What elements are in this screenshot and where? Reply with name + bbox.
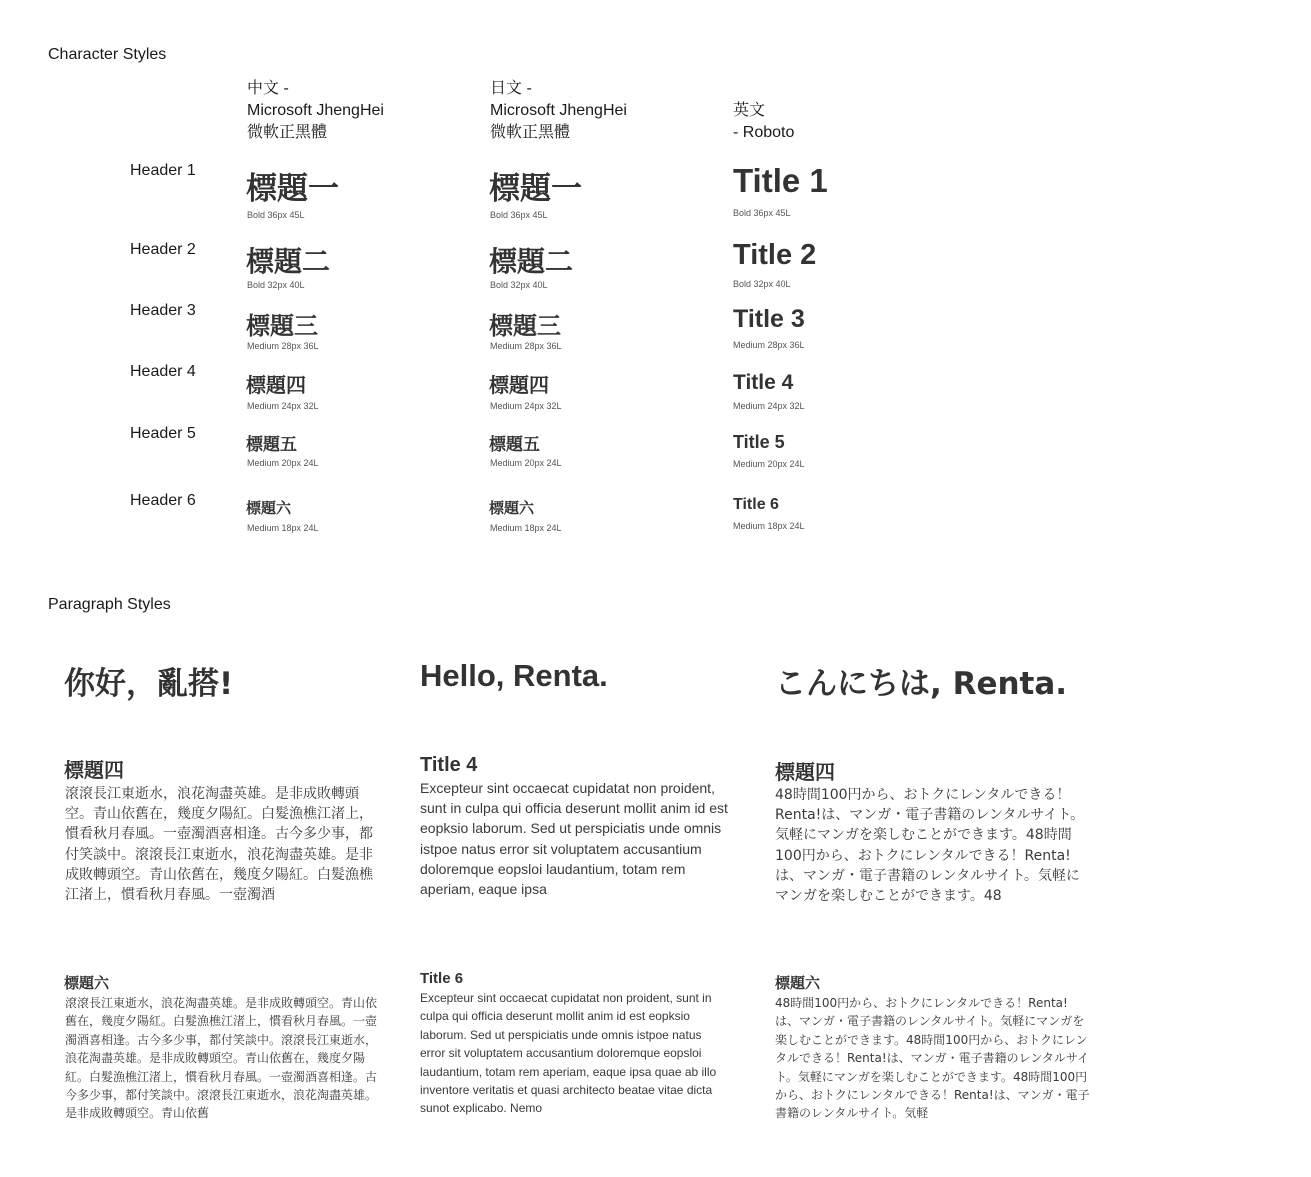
sample-en-header-1: Title 1: [733, 162, 828, 199]
spec-ja-header-2: Bold 32px 40L: [490, 280, 548, 290]
sample-ja-header-5: 標題五: [489, 435, 540, 455]
spec-en-header-5: Medium 20px 24L: [733, 459, 805, 469]
para-h6-en-body: Excepteur sint occaecat cupidatat non proident, sunt in culpa qui officia deserunt mollit anim id est eopksio laborum. Sed ut perspiciatis unde omnis istpoe natus error sit voluptatem accusantium doloremque eopsloi laudantium, totam rem aperiam, eaque ipsa quae ab illo inventore veritatis et quasi architecto beatae vitae dicta sunot explicabo. Nemo: [420, 991, 717, 1116]
para-h6-ja-body: 48時間100円から、おトクにレンタルできる！Renta!は、マンガ・電子書籍のレンタルサイト。気軽にマンガを楽しむことができます。48時間100円から、おトクにレンタルできる！Renta!は、マンガ・電子書籍のレンタルサイト。気軽にマンガを楽しむことができます。48時間100円から、おトクにレンタルできる！Renta!は、マンガ・電子書籍のレンタルサイト。気軽: [775, 996, 1090, 1121]
spec-ja-header-6: Medium 18px 24L: [490, 523, 562, 533]
column-header-ja: 日文 - Microsoft JhengHei 微軟正黑體: [490, 80, 627, 141]
sample-zh-header-2: 標題二: [246, 245, 331, 278]
sample-en-header-3: Title 3: [733, 305, 805, 333]
spec-zh-header-3: Medium 28px 36L: [247, 341, 319, 351]
row-label-header-5: Header 5: [130, 425, 196, 442]
para-h6-zh-body: 滾滾長江東逝水，浪花淘盡英雄。是非成敗轉頭空。青山依舊在，幾度夕陽紅。白髮漁樵江渚上，慣看秋月春風。一壺濁酒喜相逢。古今多少事，都付笑談中。滾滾長江東逝水，浪花淘盡英雄。是非成敗轉頭空。青山依舊在，幾度夕陽紅。白髮漁樵江渚上，慣看秋月春風。一壺濁酒喜相逢。古今多少事，都付笑談中。滾滾長江東逝水，浪花淘盡英雄。是非成敗轉頭空。青山依舊: [65, 996, 378, 1121]
sample-en-header-6: Title 6: [733, 496, 779, 513]
para-h4-en-body: Excepteur sint occaecat cupidatat non proident, sunt in culpa qui officia deserunt mollit anim id est eopksio laborum. Sed ut perspiciatis unde omnis istpoe natus error sit voluptatem accusantium doloremque eopsloi laudantium, totam rem aperiam, eaque ipsa: [420, 780, 728, 898]
spec-zh-header-1: Bold 36px 45L: [247, 210, 305, 220]
column-header-en: 英文 - Roboto: [733, 102, 795, 141]
spec-en-header-4: Medium 24px 32L: [733, 401, 805, 411]
spec-en-header-3: Medium 28px 36L: [733, 340, 805, 350]
spec-en-header-6: Medium 18px 24L: [733, 521, 805, 531]
para-h6-en-title: Title 6: [420, 970, 464, 987]
sample-zh-header-5: 標題五: [246, 435, 297, 455]
sample-zh-header-3: 標題三: [246, 312, 318, 340]
para-h4-en-title: Title 4: [420, 754, 478, 776]
para-h6-ja-title: 標題六: [775, 974, 821, 992]
row-label-header-2: Header 2: [130, 241, 196, 258]
sample-zh-header-1: 標題一: [246, 171, 339, 207]
sample-en-header-5: Title 5: [733, 432, 785, 452]
spec-zh-header-4: Medium 24px 32L: [247, 401, 319, 411]
spec-zh-header-6: Medium 18px 24L: [247, 523, 319, 533]
sample-ja-header-3: 標題三: [489, 312, 561, 340]
greeting-en: Hello, Renta.: [420, 658, 608, 693]
row-label-header-4: Header 4: [130, 363, 196, 380]
row-label-header-6: Header 6: [130, 492, 196, 509]
spec-en-header-1: Bold 36px 45L: [733, 208, 791, 218]
sample-en-header-2: Title 2: [733, 239, 817, 271]
spec-zh-header-5: Medium 20px 24L: [247, 458, 319, 468]
sample-en-header-4: Title 4: [733, 371, 794, 394]
row-label-header-1: Header 1: [130, 162, 196, 179]
sample-ja-header-2: 標題二: [489, 245, 574, 278]
para-h6-zh-title: 標題六: [64, 974, 110, 992]
column-header-zh: 中文 - Microsoft JhengHei 微軟正黑體: [247, 80, 384, 141]
spec-zh-header-2: Bold 32px 40L: [247, 280, 305, 290]
sample-zh-header-4: 標題四: [246, 373, 306, 397]
spec-ja-header-3: Medium 28px 36L: [490, 341, 562, 351]
spec-en-header-2: Bold 32px 40L: [733, 279, 791, 289]
paragraph-styles-title: Paragraph Styles: [48, 596, 171, 613]
sample-ja-header-4: 標題四: [489, 373, 549, 397]
para-h4-ja-title: 標題四: [775, 760, 835, 784]
spec-ja-header-5: Medium 20px 24L: [490, 458, 562, 468]
sample-ja-header-1: 標題一: [489, 171, 582, 207]
greeting-ja: こんにちは, Renta.: [775, 666, 1068, 702]
sample-zh-header-6: 標題六: [246, 499, 292, 517]
sample-ja-header-6: 標題六: [489, 499, 535, 517]
spec-ja-header-1: Bold 36px 45L: [490, 210, 548, 220]
row-label-header-3: Header 3: [130, 302, 196, 319]
para-h4-zh-body: 滾滾長江東逝水，浪花淘盡英雄。是非成敗轉頭空。青山依舊在，幾度夕陽紅。白髮漁樵江渚上，慣看秋月春風。一壺濁酒喜相逢。古今多少事，都付笑談中。滾滾長江東逝水，浪花淘盡英雄。是非成敗轉頭空。青山依舊在，幾度夕陽紅。白髮漁樵江渚上，慣看秋月春風。一壺濁酒: [65, 786, 373, 904]
spec-ja-header-4: Medium 24px 32L: [490, 401, 562, 411]
greeting-zh: 你好，亂搭!: [64, 666, 234, 702]
character-styles-title: Character Styles: [48, 46, 167, 63]
para-h4-zh-title: 標題四: [64, 758, 124, 782]
para-h4-ja-body: 48時間100円から、おトクにレンタルできる！Renta!は、マンガ・電子書籍のレンタルサイト。気軽にマンガを楽しむことができます。48時間100円から、おトクにレンタルできる！Renta!は、マンガ・電子書籍のレンタルサイト。気軽にマンガを楽しむことができます。48: [775, 787, 1085, 905]
